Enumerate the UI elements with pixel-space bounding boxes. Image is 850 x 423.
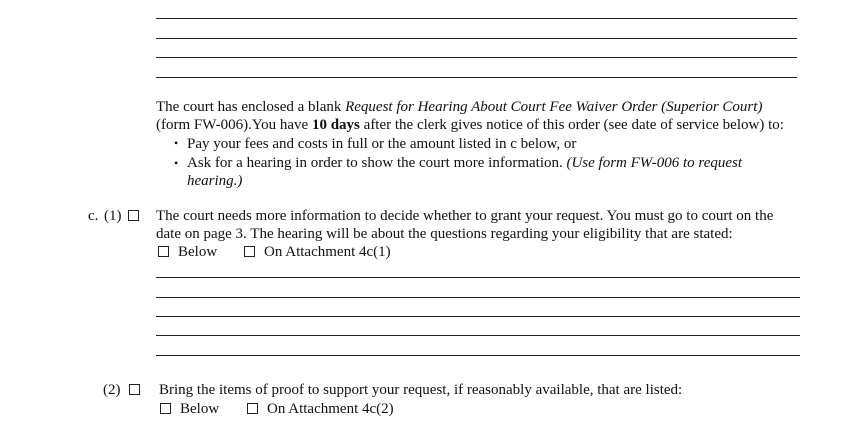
checkbox-c1-attachment[interactable] (244, 246, 255, 257)
c2-option-below-label: Below (180, 401, 220, 417)
para-line2-post: after the clerk gives notice of this order (see date of service below) to: (359, 117, 784, 133)
bullet-item-ask-hearing-cont (187, 173, 242, 190)
item-number-c1: (1) (104, 208, 122, 224)
blank-line-c1-1[interactable] (156, 277, 800, 278)
checkbox-c2[interactable] (129, 384, 140, 395)
blank-line-top-1[interactable] (156, 18, 797, 19)
item-number-c2: (2) (103, 382, 121, 398)
bullet2-italic: (Use form FW-006 to request (566, 155, 743, 171)
c1-option-below-label: Below (178, 244, 218, 260)
bullet-icon-1: • (174, 136, 179, 150)
blank-line-top-4[interactable] (156, 77, 797, 78)
form-title: Request for Hearing About Court Fee Waiver Order (Superior Court) (345, 99, 763, 115)
deadline-days: 10 days (311, 117, 360, 133)
c2-option-attachment-label: On Attachment 4c(2) (267, 401, 394, 417)
blank-line-c1-3[interactable] (156, 316, 800, 317)
checkbox-c1[interactable] (128, 210, 139, 221)
blank-line-c1-5[interactable] (156, 355, 800, 356)
c1-text-line2: date on page 3. The hearing will be about the questions regarding your eligibility that are stated: (156, 226, 733, 242)
c1-option-attachment-label: On Attachment 4c(1) (264, 244, 391, 260)
checkbox-c2-attachment[interactable] (247, 403, 258, 414)
hearing-request-paragraph-line2 (156, 117, 784, 134)
bullet-item-ask-hearing (187, 155, 742, 172)
blank-line-top-3[interactable] (156, 57, 797, 58)
bullet-icon-2: • (174, 156, 179, 170)
bullet2-pre: Ask for a hearing in order to show the court more information. (187, 155, 567, 171)
bullet2-cont: hearing.) (187, 173, 243, 189)
blank-line-c1-4[interactable] (156, 335, 800, 336)
checkbox-c1-below[interactable] (158, 246, 169, 257)
item-letter-c: c. (88, 208, 99, 224)
c2-text-line1: Bring the items of proof to support your request, if reasonably available, that are listed: (159, 382, 683, 398)
checkbox-c2-below[interactable] (160, 403, 171, 414)
para-line2-pre: (form FW-006).You have (156, 117, 312, 133)
blank-line-top-2[interactable] (156, 38, 797, 39)
blank-line-c1-2[interactable] (156, 297, 800, 298)
c1-text-line1: The court needs more information to decide whether to grant your request. You must go to court on the (156, 208, 774, 224)
hearing-request-paragraph-line1 (156, 99, 762, 116)
para-line1-pre: The court has enclosed a blank (156, 99, 346, 115)
bullet-item-pay-fees: Pay your fees and costs in full or the amount listed in c below, or (187, 136, 577, 152)
